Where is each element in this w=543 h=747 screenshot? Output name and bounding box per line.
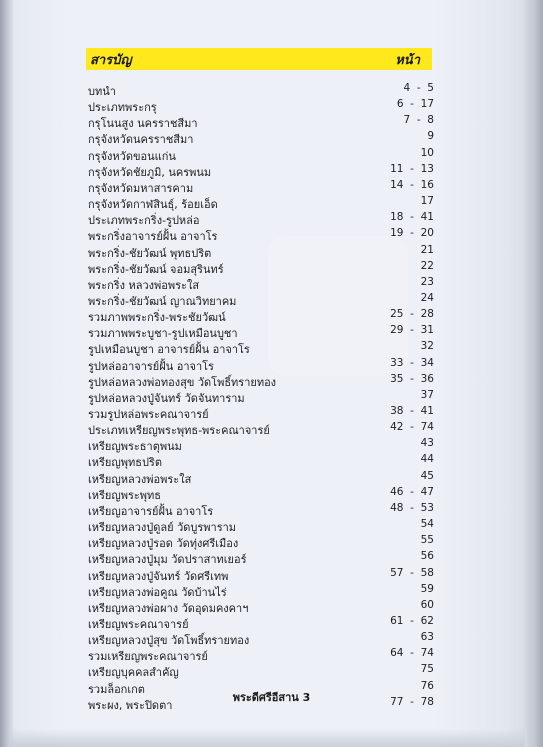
toc-entry-pages: 33 - 34: [390, 356, 434, 369]
toc-entry-pages: 64 - 74: [390, 647, 434, 660]
toc-entry-pages: 75: [420, 663, 434, 676]
toc-entry-title: เหรียญพระธาตุพนม: [88, 440, 182, 454]
toc-title: สารบัญ: [90, 53, 132, 68]
toc-entry-pages: 55: [420, 534, 434, 547]
toc-entry-title: รูปเหมือนบูชา อาจารย์ฝั้น อาจาโร: [88, 343, 250, 357]
toc-entry-title: เหรียญหลวงพ่อพระใส: [88, 472, 192, 486]
toc-entry: [88, 631, 434, 647]
toc-entry: [88, 130, 434, 146]
toc-entry-pages: 10: [420, 146, 434, 159]
toc-entry-pages: 18 - 41: [390, 211, 434, 224]
toc-entry-title: กรุจังหวัดชัยภูมิ, นครพนม: [88, 165, 212, 179]
toc-entry-pages: 76: [420, 679, 434, 692]
toc-entry-pages: 37: [420, 388, 434, 401]
toc-entry-title: รวมล็อกเกต: [88, 682, 145, 696]
toc-entry: [88, 421, 434, 437]
toc-entry-title: เหรียญหลวงปู่รอด วัดทุ่งศรีเมือง: [88, 537, 239, 551]
toc-entry-pages: 17: [420, 195, 434, 208]
toc-entry-pages: 59: [420, 582, 434, 595]
toc-entry-pages: 24: [420, 291, 434, 304]
toc-entry: [88, 227, 434, 243]
toc-entry-title: พระกริ่ง หลวงพ่อพระใส: [88, 278, 200, 292]
toc-entry: [88, 550, 434, 566]
toc-entry-pages: 42 - 74: [390, 421, 434, 434]
toc-entry-pages: 14 - 16: [390, 178, 434, 191]
toc-entry: [88, 389, 434, 405]
toc-entry: [88, 470, 434, 486]
toc-entry-pages: 56: [420, 550, 434, 563]
toc-entry: [88, 437, 434, 453]
toc-page-column-label: หน้า: [395, 53, 420, 68]
toc-entry-pages: 29 - 31: [390, 324, 434, 337]
page-bottom-shadow: [10, 729, 525, 747]
toc-entry-title: รูปหล่อหลวงพ่อทองสุข วัดโพธิ์ทรายทอง: [88, 375, 277, 389]
toc-entry: [88, 260, 434, 276]
toc-entry-title: รูปหล่ออาจารย์ฝั้น อาจาโร: [88, 359, 214, 373]
toc-entry: [88, 163, 434, 179]
toc-entry-pages: 77 - 78: [390, 695, 434, 708]
toc-entry-title: พระผง, พระปิดตา: [88, 698, 173, 712]
toc-entry-title: รวมภาพพระบูชา-รูปเหมือนบูชา: [88, 327, 238, 341]
toc-entry-title: กรุโนนสูง นครราชสีมา: [88, 117, 198, 131]
book-gutter-shadow: [0, 0, 14, 747]
toc-entry-title: ประเภทพระกริ่ง-รูปหล่อ: [88, 214, 200, 228]
toc-entry-pages: 19 - 20: [390, 227, 434, 240]
page-footer: พระดีศรีอีสาน 3: [232, 691, 311, 704]
toc-entry-title: เหรียญหลวงพ่อผาง วัดอุดมคงคาฯ: [88, 601, 249, 615]
toc-entry: [88, 599, 434, 615]
toc-entry: [88, 292, 434, 308]
toc-entry-pages: 6 - 17: [396, 98, 434, 111]
toc-entry-pages: 60: [420, 598, 434, 611]
toc-entry-title: พระกริ่ง-ชัยวัฒน์ พุทธปริต: [88, 246, 212, 260]
toc-entry: [88, 583, 434, 599]
toc-entry: [88, 244, 434, 260]
toc-entry: [88, 502, 434, 518]
toc-entry: [88, 324, 434, 340]
toc-entry-pages: 35 - 36: [390, 372, 434, 385]
toc-entry-pages: 57 - 58: [390, 566, 434, 579]
toc-entry-pages: 21: [420, 243, 434, 256]
toc-entry-title: รวมเหรียญพระคณาจารย์: [88, 650, 208, 664]
toc-entry: [88, 453, 434, 469]
toc-entry-title: พระกริ่ง-ชัยวัฒน์ ญาณวิทยาคม: [88, 294, 237, 308]
toc-entry-title: เหรียญหลวงพ่อคูณ วัดบ้านไร่: [88, 585, 227, 599]
toc-entry: [88, 486, 434, 502]
toc-entry-title: บทนำ: [88, 85, 116, 98]
toc-entry-pages: 44: [420, 453, 434, 466]
toc-entry: [88, 195, 434, 211]
toc-entry-title: กรุจังหวัดกาฬสินธุ์, ร้อยเอ็ด: [88, 198, 218, 212]
toc-entry-pages: 45: [420, 469, 434, 482]
toc-entry: [88, 357, 434, 373]
toc-entry-title: เหรียญพระพุทธ: [88, 488, 162, 502]
toc-entry-pages: 32: [420, 340, 434, 353]
toc-entry: [88, 615, 434, 631]
toc-entry-pages: 48 - 53: [390, 501, 434, 514]
page-edge: [523, 0, 543, 747]
toc-entry-title: ประเภทพระกรุ: [88, 101, 157, 115]
toc-entry-title: พระกริ่ง-ชัยวัฒน์ จอมสุรินทร์: [88, 262, 224, 276]
toc-entry: [88, 308, 434, 324]
toc-entry: [88, 405, 434, 421]
toc-entry: [88, 179, 434, 195]
toc-entry-pages: 23: [420, 275, 434, 288]
toc-entry-title: กรุจังหวัดมหาสารคาม: [88, 181, 194, 195]
toc-entry-title: ประเภทเหรียญพระพุทธ-พระคณาจารย์: [88, 424, 270, 438]
toc-entry-title: เหรียญหลวงปู่มุม วัดปราสาทเยอร์: [88, 553, 247, 567]
toc-entry: [88, 276, 434, 292]
toc-entry-title: เหรียญหลวงปู่ดูลย์ วัดบูรพาราม: [88, 521, 237, 535]
toc-entry: [88, 373, 434, 389]
toc-entry-pages: 9: [427, 130, 434, 143]
toc-entry-pages: 7 - 8: [403, 114, 434, 127]
toc-entry-title: เหรียญอาจารย์ฝั้น อาจาโร: [88, 504, 214, 518]
toc-entry-pages: 22: [420, 259, 434, 272]
toc-entry-title: เหรียญพุทธปริต: [88, 456, 162, 470]
toc-entry-pages: 61 - 62: [390, 614, 434, 627]
toc-header-bar: [86, 48, 432, 70]
toc-entry-title: เหรียญหลวงปู่สุข วัดโพธิ์ทรายทอง: [88, 634, 250, 648]
toc-entry: [88, 567, 434, 583]
toc-entry-pages: 63: [420, 631, 434, 644]
toc-entry-title: กรุจังหวัดขอนแก่น: [88, 149, 176, 163]
toc-entry-pages: 4 - 5: [403, 82, 434, 94]
toc-entry-title: รวมรูปหล่อพระคณาจารย์: [88, 408, 209, 421]
toc-entry-pages: 43: [420, 437, 434, 450]
toc-entry: [88, 340, 434, 356]
toc-entry: [88, 534, 434, 550]
toc-entry-title: รูปหล่อหลวงปู่จันทร์ วัดจันทาราม: [88, 391, 245, 405]
toc-entry-title: เหรียญหลวงปู่จันทร์ วัดศรีเทพ: [88, 569, 229, 583]
toc-entry-pages: 54: [420, 518, 434, 531]
toc-entry-pages: 25 - 28: [390, 308, 434, 321]
toc-entry: [88, 82, 434, 98]
toc-entry: [88, 518, 434, 534]
toc-entry-title: พระกริ่งอาจารย์ฝั้น อาจาโร: [88, 230, 218, 244]
toc-entry-pages: 38 - 41: [390, 405, 434, 417]
toc-entry: [88, 663, 434, 679]
toc-entry-title: รวมภาพพระกริ่ง-พระชัยวัฒน์: [88, 311, 226, 325]
toc-entry: [88, 147, 434, 163]
toc-entry: [88, 98, 434, 114]
toc-entry-pages: 46 - 47: [390, 485, 434, 498]
toc-entry: [88, 114, 434, 130]
toc-entry: [88, 211, 434, 227]
toc-entry-title: กรุจังหวัดนครราชสีมา: [88, 133, 194, 147]
toc-entry-title: เหรียญบุคคลสำคัญ: [88, 666, 179, 680]
toc-entry: [88, 647, 434, 663]
toc-entry-pages: 11 - 13: [390, 162, 434, 175]
toc-entry-title: เหรียญพระคณาจารย์: [88, 617, 189, 631]
